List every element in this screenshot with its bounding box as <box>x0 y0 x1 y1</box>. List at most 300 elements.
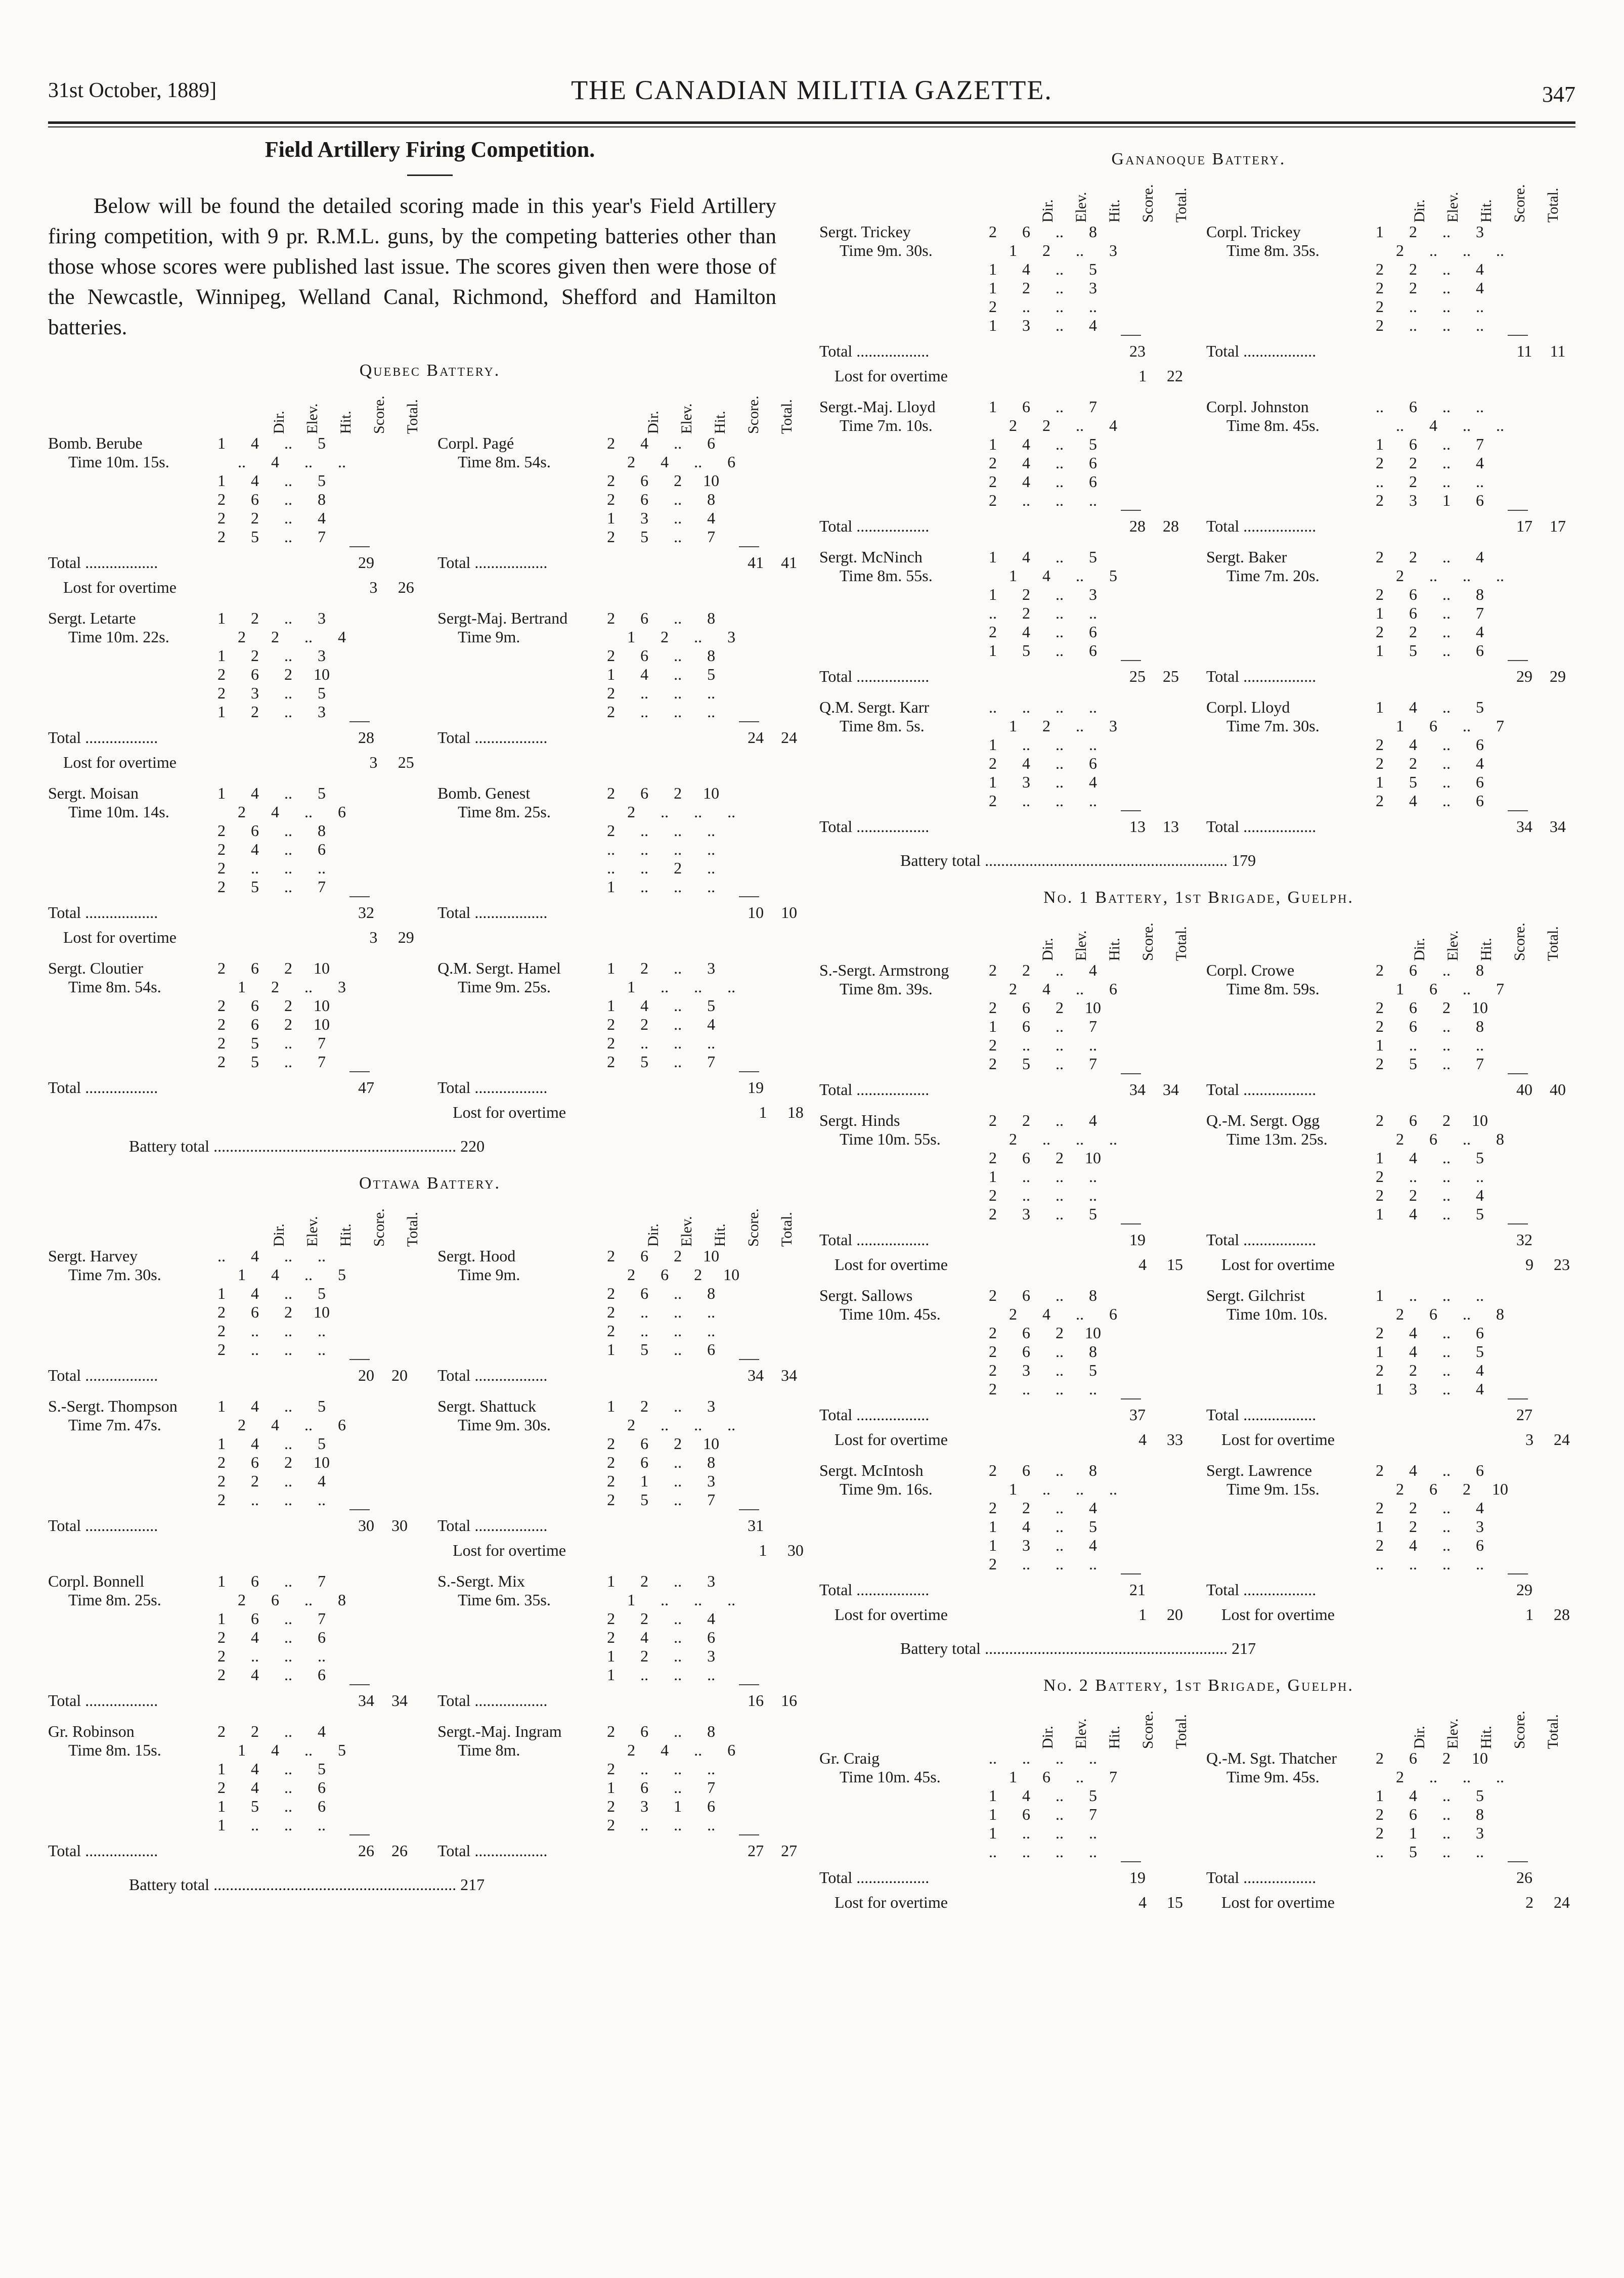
hit-value: .. <box>284 646 292 665</box>
score-value: 7 <box>318 1053 326 1071</box>
net-value: 24 <box>1554 1893 1570 1911</box>
score-value: 7 <box>1496 980 1504 998</box>
elev-value: 2 <box>1022 279 1030 297</box>
hit-value: .. <box>1076 1768 1084 1786</box>
hit-value: .. <box>674 665 682 683</box>
shot-values <box>976 604 1110 623</box>
spacer <box>48 1322 205 1340</box>
shot-values <box>205 1397 338 1416</box>
hit-value: .. <box>1442 1324 1451 1342</box>
competitor-name: Corpl. Pagé <box>437 434 514 452</box>
shot-values <box>594 1434 728 1453</box>
score-value: 10 <box>314 996 330 1015</box>
score-value: 4 <box>1476 260 1484 278</box>
total-label: Total .................. <box>819 1581 930 1599</box>
score-value: .. <box>707 859 716 877</box>
shot-values <box>594 1666 728 1684</box>
shot-row <box>1206 1130 1578 1149</box>
elev-value: 2 <box>1409 472 1417 491</box>
shot-values <box>996 1130 1130 1149</box>
shot-values <box>1363 1517 1497 1536</box>
competitor-entry <box>819 1111 1191 1274</box>
total-label: Total .................. <box>819 1080 930 1099</box>
dir-value: 1 <box>607 959 616 977</box>
dir-value: 2 <box>627 453 636 471</box>
dir-value: 1 <box>1009 566 1017 585</box>
shot-values <box>976 1205 1110 1223</box>
dir-value: 2 <box>217 1034 226 1052</box>
column-header: Total. <box>778 1212 795 1247</box>
spacer <box>48 665 205 684</box>
net-value: 18 <box>787 1103 804 1121</box>
battery-total: Battery total ............................................................ 217 <box>129 1875 485 1894</box>
elev-value: 4 <box>640 434 649 452</box>
spacer <box>819 1499 976 1517</box>
score-value: .. <box>1089 1824 1097 1842</box>
dir-value: 2 <box>989 297 997 316</box>
elev-value: .. <box>1042 1130 1050 1148</box>
dir-value: 2 <box>989 1461 997 1479</box>
score-value: 7 <box>1476 604 1484 622</box>
shot-values <box>205 434 338 453</box>
score-value: 4 <box>1476 279 1484 297</box>
shot-values <box>976 698 1110 717</box>
net-value: 41 <box>781 553 798 572</box>
elev-value: 2 <box>1409 260 1417 278</box>
hit-value: .. <box>1442 454 1451 472</box>
dir-value: 2 <box>217 509 226 527</box>
shot-values <box>225 628 359 646</box>
shot-row <box>1206 566 1578 585</box>
spacer <box>437 1628 594 1647</box>
column-header: Score. <box>745 396 762 434</box>
elev-value: .. <box>1022 792 1030 810</box>
score-value: 5 <box>707 665 716 683</box>
elev-value: 4 <box>1429 416 1437 434</box>
elev-value: 5 <box>1409 1843 1417 1861</box>
shot-row <box>437 1816 812 1834</box>
shot-values <box>1363 1499 1497 1517</box>
dir-value: 2 <box>217 1647 226 1665</box>
hit-value: .. <box>284 1647 292 1665</box>
shot-row <box>1206 1324 1578 1342</box>
hit-value: 2 <box>674 1247 682 1265</box>
spacer <box>437 684 594 703</box>
battery-total-label: Battery total <box>129 1137 210 1155</box>
elev-value: 4 <box>640 996 649 1015</box>
dir-value: 2 <box>217 1472 226 1490</box>
competitor-entry <box>48 434 422 597</box>
elev-value: 3 <box>1022 1361 1030 1379</box>
score-value: .. <box>1476 1843 1484 1861</box>
entry-row <box>48 1722 812 1872</box>
lost-label: Lost for overtime <box>835 1893 948 1911</box>
spacer <box>819 623 976 641</box>
spacer <box>819 1380 976 1398</box>
spacer <box>1206 998 1363 1017</box>
spacer <box>48 1666 205 1684</box>
shot-row <box>819 1749 1191 1768</box>
score-value: 3 <box>707 1647 716 1665</box>
shot-row <box>48 978 422 996</box>
total-label: Total .................. <box>1206 817 1316 836</box>
elev-value: 2 <box>1409 223 1417 241</box>
shot-row <box>1206 1824 1578 1843</box>
total-label: Total .................. <box>48 1366 158 1384</box>
spacer <box>437 1760 594 1778</box>
hit-value: 2 <box>284 1303 292 1321</box>
dir-value: 2 <box>607 684 616 702</box>
total-label: Total .................. <box>48 728 158 747</box>
shot-row <box>48 1741 422 1760</box>
spacer <box>48 996 205 1015</box>
shot-values <box>205 609 338 628</box>
shot-values <box>1363 435 1497 454</box>
shot-values <box>594 1572 728 1591</box>
dir-value: .. <box>217 1247 226 1265</box>
dir-value: 2 <box>1376 548 1384 566</box>
shot-values <box>1363 604 1497 623</box>
elev-value: 2 <box>640 1572 649 1590</box>
hit-value: .. <box>304 453 313 471</box>
spacer <box>819 1342 976 1361</box>
shot-row <box>48 646 422 665</box>
dir-value: 2 <box>989 454 997 472</box>
hit-value: .. <box>284 1778 292 1797</box>
elev-value: 3 <box>1022 773 1030 791</box>
column-header: Dir. <box>1039 199 1056 223</box>
shot-values <box>976 548 1110 566</box>
dir-value: 2 <box>989 1555 997 1573</box>
hit-value: .. <box>304 1416 313 1434</box>
competitor-entry <box>1206 961 1578 1099</box>
dir-value: 1 <box>989 1017 997 1035</box>
hit-value: .. <box>1056 279 1064 297</box>
net-value: 13 <box>1163 817 1179 836</box>
shot-row <box>819 998 1191 1017</box>
score-value: 5 <box>318 1760 326 1778</box>
score-value: .. <box>727 978 736 996</box>
total-label: Total .................. <box>437 728 548 747</box>
column-header: Dir. <box>645 411 662 434</box>
competitor-entry <box>1206 398 1578 536</box>
score-value: .. <box>1089 792 1097 810</box>
lost-row <box>819 1605 1191 1624</box>
shot-values <box>594 1284 728 1303</box>
elev-value: .. <box>1409 1555 1417 1573</box>
elev-value: 4 <box>251 1666 259 1684</box>
spacer <box>819 1555 976 1573</box>
score-value: 6 <box>338 1416 346 1434</box>
shot-values <box>976 1555 1110 1573</box>
shot-values <box>1363 1805 1497 1824</box>
score-value: 5 <box>338 1741 346 1759</box>
score-value: 5 <box>1089 1517 1097 1536</box>
score-value: 8 <box>1089 1286 1097 1304</box>
elev-value: 6 <box>1022 1461 1030 1479</box>
total-rule <box>1121 510 1141 511</box>
shot-values <box>205 1760 338 1778</box>
competitor-entry <box>819 1749 1191 1912</box>
elev-value: .. <box>640 1816 649 1834</box>
hit-value: .. <box>284 1322 292 1340</box>
spacer <box>48 1647 205 1666</box>
elev-value: 4 <box>1409 1786 1417 1805</box>
elev-value: 6 <box>1409 1017 1417 1035</box>
dir-value: 2 <box>217 490 226 508</box>
spacer <box>48 490 205 509</box>
shot-row <box>819 698 1191 717</box>
total-label: Total .................. <box>1206 1231 1316 1249</box>
score-value: 4 <box>1476 623 1484 641</box>
dir-value: .. <box>1376 1843 1384 1861</box>
score-value: .. <box>1089 1036 1097 1054</box>
dir-value: 2 <box>217 840 226 858</box>
shot-row <box>819 223 1191 241</box>
spacer <box>819 1843 976 1861</box>
competitor-name: S.-Sergt. Thompson <box>48 1397 178 1415</box>
score-value: 10 <box>1472 1111 1488 1129</box>
dir-value: 2 <box>1376 491 1384 509</box>
shot-row <box>437 471 812 490</box>
lost-row <box>48 753 422 772</box>
competitor-entry <box>819 223 1191 385</box>
shot-values <box>594 859 728 878</box>
shot-row <box>48 1322 422 1340</box>
total-value: 11 <box>1516 342 1532 360</box>
hit-value: .. <box>1056 1380 1064 1398</box>
score-value: 10 <box>1085 1324 1101 1342</box>
dir-value: 2 <box>1376 1461 1384 1479</box>
score-value: 5 <box>318 471 326 490</box>
competitor-name: Gr. Craig <box>819 1749 880 1767</box>
elev-value: 5 <box>251 878 259 896</box>
hit-value: 2 <box>674 1434 682 1453</box>
title-rule <box>407 174 453 176</box>
hit-value: .. <box>1442 1517 1451 1536</box>
dir-value: 2 <box>607 490 616 508</box>
score-value: 4 <box>1089 1536 1097 1554</box>
elev-value: 4 <box>251 1628 259 1646</box>
shot-row <box>437 1303 812 1322</box>
hit-value: 2 <box>1442 998 1451 1017</box>
shot-row <box>48 840 422 859</box>
shot-values <box>1363 1186 1497 1205</box>
shot-row <box>1206 961 1578 980</box>
shot-row <box>48 1609 422 1628</box>
shot-values <box>1363 754 1497 773</box>
score-value: 6 <box>1476 1536 1484 1554</box>
score-value: 6 <box>707 1340 716 1359</box>
spacer <box>437 1797 594 1816</box>
dir-value: 1 <box>217 1816 226 1834</box>
entry-row <box>819 698 1578 848</box>
shot-values <box>594 1609 728 1628</box>
shot-values <box>1363 585 1497 604</box>
score-value: .. <box>707 1760 716 1778</box>
shot-values <box>225 1741 359 1760</box>
hit-value: .. <box>1442 754 1451 772</box>
dir-value: 1 <box>217 1434 226 1453</box>
competitor-name: Sergt. Baker <box>1206 548 1287 566</box>
shot-values <box>1363 279 1497 297</box>
hit-value: .. <box>1056 1205 1064 1223</box>
elev-value: 4 <box>1022 454 1030 472</box>
dir-value: .. <box>1376 1555 1384 1573</box>
dir-value: 1 <box>1376 604 1384 622</box>
elev-value: 6 <box>640 471 649 490</box>
competitor-name: Sergt. Lawrence <box>1206 1461 1312 1479</box>
total-value: 29 <box>358 553 374 572</box>
shot-values <box>1363 641 1497 660</box>
spacer <box>48 821 205 840</box>
hit-value: .. <box>674 1284 682 1302</box>
total-rule <box>739 1509 759 1510</box>
spacer <box>48 1053 205 1071</box>
score-value: 7 <box>707 1778 716 1797</box>
competitor-entry <box>48 1722 422 1860</box>
competitor-time: Time 10m. 22s. <box>68 628 169 646</box>
lost-value: 1 <box>1525 1605 1534 1624</box>
dir-value: 1 <box>1376 773 1384 791</box>
spacer <box>437 878 594 896</box>
elev-value: 4 <box>251 840 259 858</box>
shot-row <box>1206 998 1578 1017</box>
hit-value: .. <box>1056 773 1064 791</box>
total-row <box>437 728 812 747</box>
battery-title: No. 1 Battery, 1st Brigade, Guelph. <box>1043 888 1354 907</box>
battery-total: Battery total ............................................................ 220 <box>129 1137 485 1155</box>
elev-value: 6 <box>1022 998 1030 1017</box>
header-group <box>1206 1698 1578 1749</box>
shot-values <box>205 1609 338 1628</box>
hit-value: .. <box>1442 1843 1451 1861</box>
battery-total-label: Battery total <box>129 1875 210 1894</box>
shot-row <box>48 1722 422 1741</box>
hit-value: .. <box>674 1472 682 1490</box>
shot-row <box>437 1434 812 1453</box>
spacer <box>48 684 205 703</box>
shot-row <box>819 623 1191 641</box>
shot-row <box>48 1053 422 1071</box>
dir-value: 1 <box>607 1666 616 1684</box>
spacer <box>437 490 594 509</box>
hit-value: .. <box>284 1722 292 1740</box>
hit-value: .. <box>1056 435 1064 453</box>
shot-values <box>976 792 1110 810</box>
dir-value: 2 <box>627 803 636 821</box>
dir-value: 2 <box>217 1322 226 1340</box>
spacer <box>1206 1036 1363 1055</box>
shot-values <box>1363 1036 1497 1055</box>
shot-row <box>819 1461 1191 1480</box>
hit-value: .. <box>674 1397 682 1415</box>
dir-value: 2 <box>607 1722 616 1740</box>
score-value: 6 <box>1109 980 1117 998</box>
column-header: Hit. <box>337 1223 355 1247</box>
total-rule <box>739 721 759 722</box>
shot-values <box>615 453 748 471</box>
elev-value: 6 <box>640 490 649 508</box>
shot-row <box>1206 1036 1578 1055</box>
shot-values <box>1363 1555 1497 1573</box>
shot-row <box>819 1805 1191 1824</box>
spacer <box>48 1609 205 1628</box>
competitor-time: Time 8m. 25s. <box>458 803 551 821</box>
elev-value: 4 <box>640 665 649 683</box>
shot-values <box>1363 1749 1497 1768</box>
spacer <box>1206 773 1363 792</box>
column-header: Score. <box>1511 923 1528 961</box>
dir-value: 2 <box>607 1434 616 1453</box>
spacer <box>437 1647 594 1666</box>
shot-values <box>1363 1786 1497 1805</box>
spacer <box>48 1015 205 1034</box>
lost-value: 3 <box>1525 1430 1534 1449</box>
score-value: 7 <box>1109 1768 1117 1786</box>
competitor-time: Time 8m. 35s. <box>1226 241 1320 259</box>
spacer <box>48 1816 205 1834</box>
shot-row <box>437 1265 812 1284</box>
total-label: Total .................. <box>819 667 930 685</box>
spacer <box>819 792 976 810</box>
shot-row <box>1206 1517 1578 1536</box>
entry-row <box>48 1247 812 1397</box>
elev-value: 6 <box>1022 1342 1030 1361</box>
lost-label: Lost for overtime <box>835 1605 948 1624</box>
shot-row <box>48 528 422 546</box>
dir-value: 2 <box>217 684 226 702</box>
column-header: Elev. <box>1444 192 1461 223</box>
spacer <box>48 878 205 896</box>
header-group <box>835 1698 1206 1749</box>
total-value: 34 <box>1129 1080 1146 1099</box>
spacer <box>819 435 976 454</box>
dir-value: 2 <box>607 784 616 802</box>
total-rule <box>349 721 370 722</box>
shot-row <box>1206 1499 1578 1517</box>
competitor-entry <box>1206 223 1578 385</box>
shot-row <box>819 491 1191 510</box>
competitor-name: Corpl. Trickey <box>1206 223 1301 241</box>
shot-row <box>819 1499 1191 1517</box>
battery-section <box>48 361 812 1156</box>
total-rule <box>1121 1861 1141 1862</box>
shot-values <box>976 754 1110 773</box>
shot-values <box>205 1303 338 1322</box>
score-value: 8 <box>1476 961 1484 979</box>
elev-value: 4 <box>1022 472 1030 491</box>
spacer <box>1206 472 1363 491</box>
dir-value: 1 <box>989 1536 997 1554</box>
score-value: 5 <box>707 996 716 1015</box>
hit-value: .. <box>1463 416 1471 434</box>
shot-values <box>996 717 1130 735</box>
shot-values <box>976 1843 1110 1861</box>
net-value: 34 <box>781 1366 798 1384</box>
spacer <box>819 316 976 335</box>
hit-value: .. <box>1056 1786 1064 1805</box>
elev-value: 2 <box>1409 1499 1417 1517</box>
net-value: 17 <box>1550 517 1566 535</box>
elev-value: 6 <box>640 1722 649 1740</box>
shot-row <box>1206 1536 1578 1555</box>
column-header: Elev. <box>1444 930 1461 961</box>
shot-values <box>615 803 748 821</box>
dir-value: 2 <box>217 878 226 896</box>
total-row <box>819 1080 1191 1099</box>
shot-values <box>976 961 1110 980</box>
